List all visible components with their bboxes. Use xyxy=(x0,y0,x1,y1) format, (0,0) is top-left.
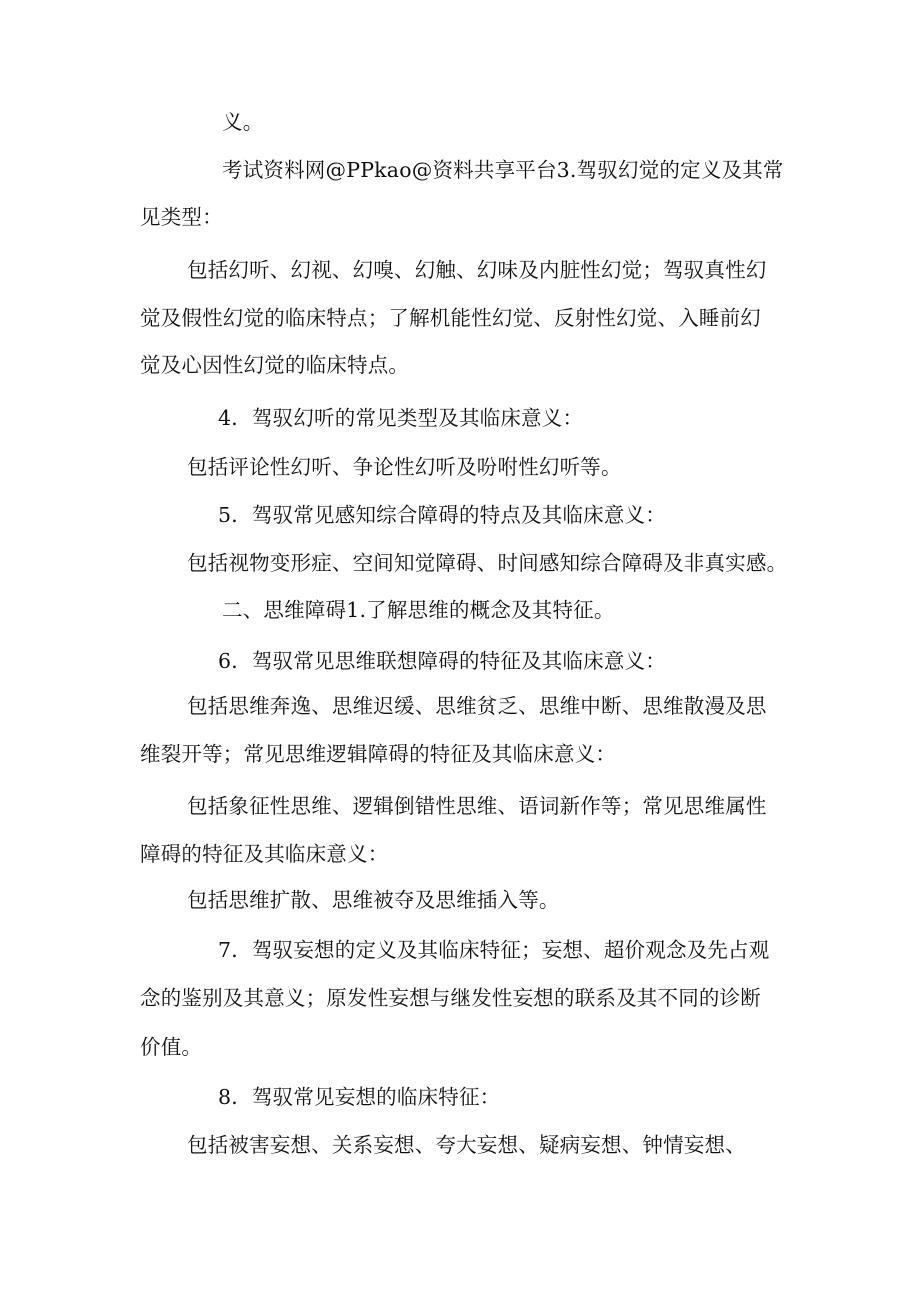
text-line: 念的鉴别及其意义；原发性妄想与继发性妄想的联系及其不同的诊断 xyxy=(140,986,761,1010)
text-line: 包括思维扩散、思维被夺及思维插入等。 xyxy=(187,888,560,912)
text-line: 觉及假性幻觉的临床特点；了解机能性幻觉、反射性幻觉、入睡前幻 xyxy=(140,306,761,330)
text-line: 8．驾驭常见妄想的临床特征： xyxy=(218,1085,501,1109)
text-line: 障碍的特征及其临床意义： xyxy=(140,842,389,866)
text-line: 6．驾驭常见思维联想障碍的特征及其临床意义： xyxy=(218,649,666,673)
text-line: 包括思维奔逸、思维迟缓、思维贫乏、思维中断、思维散漫及思 xyxy=(187,694,767,718)
section-heading: 二、思维障碍1.了解思维的概念及其特征。 xyxy=(222,598,615,622)
text-line: 考试资料网@PPkao@资料共享平台3.驾驭幻觉的定义及其常 xyxy=(222,158,784,182)
text-line: 包括视物变形症、空间知觉障碍、时间感知综合障碍及非真实感。 xyxy=(187,551,788,575)
text-line: 价值。 xyxy=(140,1035,203,1059)
text-line: 包括幻听、幻视、幻嗅、幻触、幻味及内脏性幻觉；驾驭真性幻 xyxy=(187,258,767,282)
text-line: 义。 xyxy=(222,110,264,134)
text-line: 见类型： xyxy=(140,205,223,229)
text-line: 觉及心因性幻觉的临床特点。 xyxy=(140,353,410,377)
text-line: 4．驾驭幻听的常见类型及其临床意义： xyxy=(218,406,584,430)
text-line: 5．驾驭常见感知综合障碍的特点及其临床意义： xyxy=(218,503,666,527)
text-line: 包括被害妄想、关系妄想、夸大妄想、疑病妄想、钟情妄想、 xyxy=(187,1133,746,1157)
text-line: 包括象征性思维、逻辑倒错性思维、语词新作等；常见思维属性 xyxy=(187,794,767,818)
text-line: 包括评论性幻听、争论性幻听及吩咐性幻听等。 xyxy=(187,455,622,479)
text-line: 7．驾驭妄想的定义及其临床特征；妄想、超价观念及先占观 xyxy=(218,938,770,962)
text-line: 维裂开等；常见思维逻辑障碍的特征及其临床意义： xyxy=(140,742,617,766)
